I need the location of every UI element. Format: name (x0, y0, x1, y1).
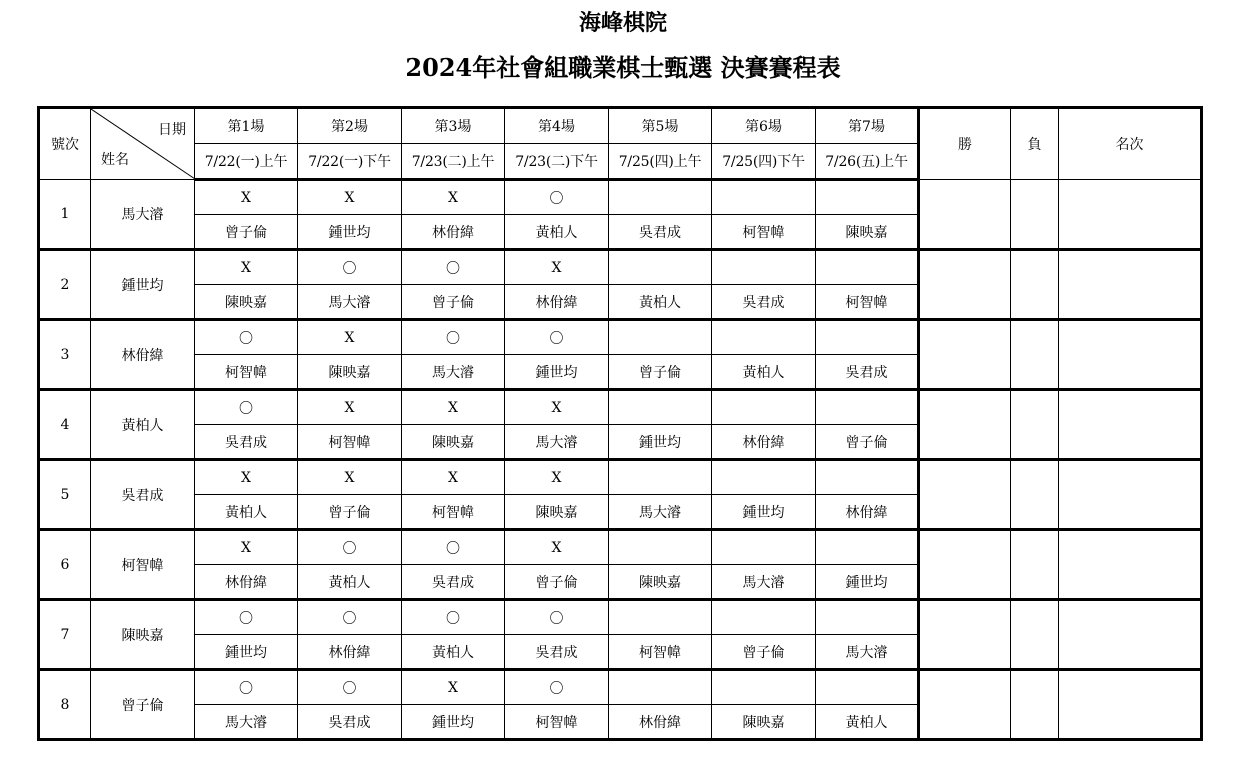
opponent-name: 曾子倫 (712, 635, 816, 670)
opponent-name: 陳映嘉 (609, 565, 712, 600)
opponent-name: 吳君成 (505, 635, 609, 670)
result-mark: X (298, 390, 402, 425)
opponent-name: 曾子倫 (402, 285, 505, 320)
result-mark (816, 180, 919, 215)
result-mark: 〇 (505, 180, 609, 215)
round-label: 第6場 (712, 108, 816, 144)
opponent-name: 鍾世均 (298, 215, 402, 250)
round-label: 第3場 (402, 108, 505, 144)
result-mark (712, 250, 816, 285)
opponent-name: 林佾緯 (609, 705, 712, 740)
rank-cell (1059, 320, 1202, 390)
result-mark: X (505, 460, 609, 495)
player-name: 陳映嘉 (91, 600, 195, 670)
opponent-name: 柯智幃 (298, 425, 402, 460)
result-mark (609, 390, 712, 425)
result-mark (609, 320, 712, 355)
opponent-name: 陳映嘉 (402, 425, 505, 460)
opponent-name: 鍾世均 (609, 425, 712, 460)
result-mark: 〇 (505, 320, 609, 355)
player-number: 7 (39, 600, 91, 670)
result-mark: X (505, 250, 609, 285)
result-mark: 〇 (298, 250, 402, 285)
loss-count-cell (1011, 460, 1059, 530)
opponent-name: 馬大濬 (402, 355, 505, 390)
player-number: 4 (39, 390, 91, 460)
result-mark: X (298, 180, 402, 215)
opponent-name: 吳君成 (816, 355, 919, 390)
result-mark: X (195, 530, 298, 565)
opponent-name: 林佾緯 (816, 495, 919, 530)
opponent-name: 馬大濬 (298, 285, 402, 320)
result-mark (609, 600, 712, 635)
opponent-name: 馬大濬 (195, 705, 298, 740)
result-mark: 〇 (298, 600, 402, 635)
opponent-name: 鍾世均 (505, 355, 609, 390)
result-mark (712, 320, 816, 355)
result-mark: 〇 (195, 600, 298, 635)
result-mark (816, 320, 919, 355)
win-count-cell (919, 600, 1011, 670)
loss-count-cell (1011, 180, 1059, 250)
opponent-name: 黃柏人 (816, 705, 919, 740)
opponent-name: 黃柏人 (402, 635, 505, 670)
result-mark (712, 600, 816, 635)
header-row-rounds (39, 108, 1202, 144)
result-mark (609, 180, 712, 215)
result-mark (816, 530, 919, 565)
loss-count-cell (1011, 600, 1059, 670)
opponent-name: 曾子倫 (298, 495, 402, 530)
result-mark (816, 670, 919, 705)
result-mark (609, 460, 712, 495)
loss-count-cell (1011, 250, 1059, 320)
round-date: 7/23(二)下午 (505, 144, 609, 180)
opponent-name: 黃柏人 (298, 565, 402, 600)
player-name: 鍾世均 (91, 250, 195, 320)
win-count-cell (919, 390, 1011, 460)
name-label: 姓名 (101, 152, 129, 168)
round-date: 7/25(四)上午 (609, 144, 712, 180)
opponent-name: 柯智幃 (505, 705, 609, 740)
result-mark: X (195, 460, 298, 495)
result-mark: X (402, 180, 505, 215)
result-mark (816, 390, 919, 425)
opponent-name: 吳君成 (609, 215, 712, 250)
result-mark (609, 670, 712, 705)
rank-cell (1059, 670, 1202, 740)
result-mark (816, 600, 919, 635)
player-number: 2 (39, 250, 91, 320)
result-mark (712, 180, 816, 215)
result-mark (609, 250, 712, 285)
player-name: 曾子倫 (91, 670, 195, 740)
opponent-name: 馬大濬 (505, 425, 609, 460)
opponent-name: 鍾世均 (816, 565, 919, 600)
opponent-name: 吳君成 (712, 285, 816, 320)
opponent-name: 黃柏人 (505, 215, 609, 250)
result-mark: 〇 (195, 670, 298, 705)
opponent-name: 馬大濬 (609, 495, 712, 530)
page-title: 海峰棋院 (578, 10, 667, 36)
rank-cell (1059, 180, 1202, 250)
rank-cell (1059, 250, 1202, 320)
round-label: 第2場 (298, 108, 402, 144)
result-mark (712, 530, 816, 565)
opponent-name: 吳君成 (298, 705, 402, 740)
opponent-name: 黃柏人 (712, 355, 816, 390)
opponent-name: 柯智幃 (195, 355, 298, 390)
result-mark: X (298, 320, 402, 355)
result-mark (816, 250, 919, 285)
opponent-name: 曾子倫 (505, 565, 609, 600)
opponent-name: 鍾世均 (402, 705, 505, 740)
opponent-name: 陳映嘉 (712, 705, 816, 740)
round-label: 第1場 (195, 108, 298, 144)
win-count-cell (919, 670, 1011, 740)
result-mark: X (402, 670, 505, 705)
loss-header: 負 (1011, 108, 1059, 180)
loss-count-cell (1011, 670, 1059, 740)
opponent-name: 柯智幃 (712, 215, 816, 250)
schedule-table (37, 106, 1203, 741)
round-date: 7/25(四)下午 (712, 144, 816, 180)
opponent-name: 馬大濬 (816, 635, 919, 670)
round-date: 7/26(五)上午 (816, 144, 919, 180)
opponent-name: 林佾緯 (402, 215, 505, 250)
round-date: 7/22(一)上午 (195, 144, 298, 180)
round-date: 7/23(二)上午 (402, 144, 505, 180)
result-mark: 〇 (402, 250, 505, 285)
result-mark: 〇 (505, 600, 609, 635)
result-mark: 〇 (402, 600, 505, 635)
rank-cell (1059, 600, 1202, 670)
opponent-name: 黃柏人 (195, 495, 298, 530)
num-header: 號次 (39, 108, 91, 180)
player-row (39, 320, 1202, 355)
round-label: 第4場 (505, 108, 609, 144)
win-count-cell (919, 460, 1011, 530)
opponent-name: 陳映嘉 (505, 495, 609, 530)
opponent-name: 林佾緯 (505, 285, 609, 320)
result-mark (816, 460, 919, 495)
result-mark: X (195, 180, 298, 215)
player-row (39, 460, 1202, 495)
opponent-name: 吳君成 (402, 565, 505, 600)
result-mark: X (505, 390, 609, 425)
player-number: 8 (39, 670, 91, 740)
player-number: 3 (39, 320, 91, 390)
result-mark (712, 390, 816, 425)
player-number: 5 (39, 460, 91, 530)
result-mark: 〇 (195, 390, 298, 425)
result-mark: 〇 (195, 320, 298, 355)
result-mark: 〇 (402, 320, 505, 355)
round-label: 第7場 (816, 108, 919, 144)
rank-cell (1059, 390, 1202, 460)
opponent-name: 柯智幃 (816, 285, 919, 320)
date-label: 日期 (158, 122, 186, 138)
opponent-name: 曾子倫 (816, 425, 919, 460)
result-mark: 〇 (298, 530, 402, 565)
loss-count-cell (1011, 530, 1059, 600)
opponent-name: 陳映嘉 (298, 355, 402, 390)
opponent-name: 曾子倫 (609, 355, 712, 390)
opponent-name: 林佾緯 (298, 635, 402, 670)
opponent-name: 鍾世均 (712, 495, 816, 530)
player-row (39, 180, 1202, 215)
player-row (39, 530, 1202, 565)
win-header: 勝 (919, 108, 1011, 180)
rank-cell (1059, 530, 1202, 600)
result-mark (712, 670, 816, 705)
win-count-cell (919, 320, 1011, 390)
result-mark (712, 460, 816, 495)
opponent-name: 馬大濬 (712, 565, 816, 600)
player-name: 黃柏人 (91, 390, 195, 460)
result-mark: X (402, 460, 505, 495)
result-mark: X (402, 390, 505, 425)
player-number: 1 (39, 180, 91, 250)
result-mark: X (195, 250, 298, 285)
player-name: 林佾緯 (91, 320, 195, 390)
result-mark: X (505, 530, 609, 565)
rank-header: 名次 (1059, 108, 1202, 180)
opponent-name: 林佾緯 (712, 425, 816, 460)
player-number: 6 (39, 530, 91, 600)
rank-cell (1059, 460, 1202, 530)
player-name: 馬大濬 (91, 180, 195, 250)
opponent-name: 林佾緯 (195, 565, 298, 600)
result-mark: 〇 (505, 670, 609, 705)
diagonal-header-cell (91, 108, 195, 180)
page-subtitle: 2024年社會組職業棋士甄選 決賽賽程表 (405, 53, 841, 82)
player-row (39, 670, 1202, 705)
opponent-name: 陳映嘉 (816, 215, 919, 250)
loss-count-cell (1011, 390, 1059, 460)
win-count-cell (919, 530, 1011, 600)
round-label: 第5場 (609, 108, 712, 144)
loss-count-cell (1011, 320, 1059, 390)
player-row (39, 600, 1202, 635)
opponent-name: 鍾世均 (195, 635, 298, 670)
opponent-name: 吳君成 (195, 425, 298, 460)
round-date: 7/22(一)下午 (298, 144, 402, 180)
opponent-name: 柯智幃 (402, 495, 505, 530)
result-mark: X (298, 460, 402, 495)
player-name: 吳君成 (91, 460, 195, 530)
player-row (39, 250, 1202, 285)
player-row (39, 390, 1202, 425)
result-mark: 〇 (298, 670, 402, 705)
opponent-name: 曾子倫 (195, 215, 298, 250)
opponent-name: 柯智幃 (609, 635, 712, 670)
player-name: 柯智幃 (91, 530, 195, 600)
result-mark (609, 530, 712, 565)
result-mark: 〇 (402, 530, 505, 565)
win-count-cell (919, 250, 1011, 320)
opponent-name: 陳映嘉 (195, 285, 298, 320)
win-count-cell (919, 180, 1011, 250)
opponent-name: 黃柏人 (609, 285, 712, 320)
